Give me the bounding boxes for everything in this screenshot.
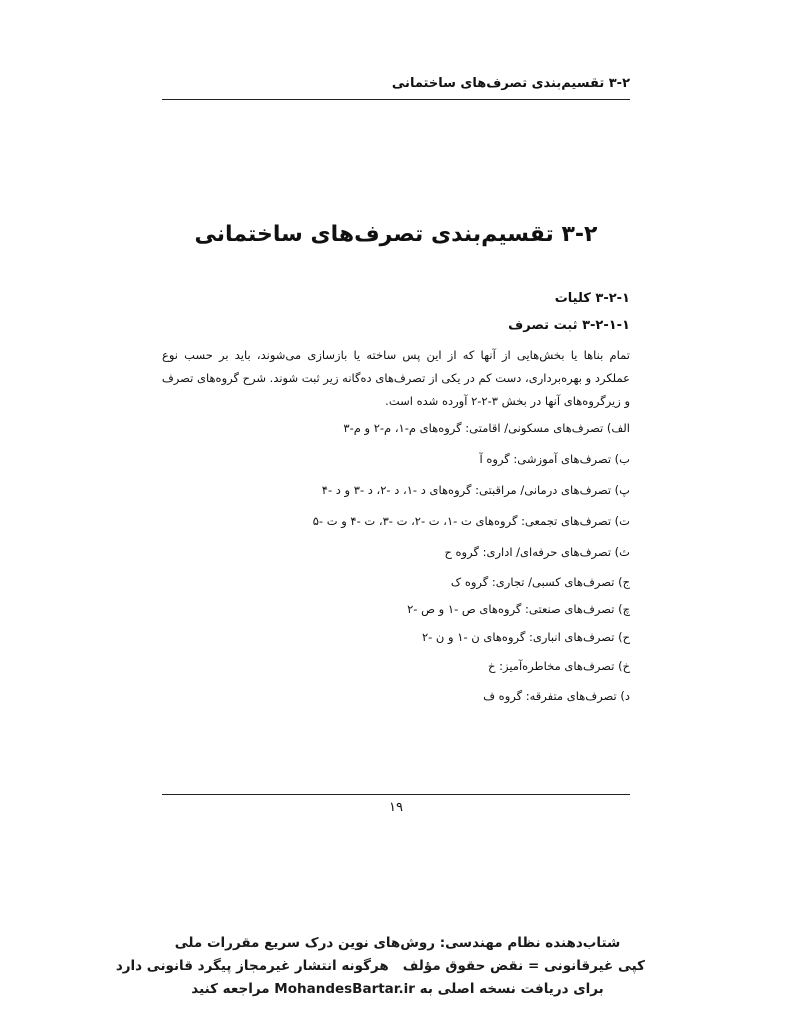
paragraph-line: عملکرد و بهره‌برداری، دست کم در یکی از تصرف‌های ده‌گانه زیر ثبت شوند. شرح گروه‌های تصرف xyxy=(161,371,630,385)
watermark-stamp xyxy=(115,932,645,1001)
page-number: ۱۹ xyxy=(389,800,403,815)
section-heading-occupancy-registration: ۳-۲-۱-۱ ثبت تصرف xyxy=(508,318,630,333)
header-divider xyxy=(162,99,630,100)
stamp-legal-text: هرگونه انتشار غیرمجاز پیگرد قانونی دارد xyxy=(115,958,389,974)
list-item: چ) تصرف‌های صنعتی: گروه‌های ص -۱ و ص -۲ xyxy=(407,602,630,616)
list-item: ج) تصرف‌های کسبی/ تجاری: گروه ک xyxy=(450,575,630,589)
stamp-line: شتاب‌دهنده نظام مهندسی: روش‌های نوین درک سریع مقررات ملی xyxy=(174,935,621,951)
list-item: د) تصرف‌های متفرقه: گروه ف xyxy=(483,689,630,703)
list-item: ت) تصرف‌های تجمعی: گروه‌های ت -۱، ت -۲، ت -۳، ت -۴ و ت -۵ xyxy=(312,514,630,528)
paragraph-line: و زیرگروه‌های آنها در بخش ۳-۲-۲ آورده شده است. xyxy=(385,394,630,408)
website-link[interactable]: MohandesBartar.ir xyxy=(274,981,415,997)
list-item: ب) تصرف‌های آموزشی: گروه آ xyxy=(479,452,630,466)
stamp-text: مراجعه کنید xyxy=(191,981,270,997)
section-heading-general: ۳-۲-۱ کلیات xyxy=(554,291,630,306)
list-item: الف) تصرف‌های مسکونی/ اقامتی: گروه‌های م-۱، م-۲ و م-۳ xyxy=(343,421,630,435)
chapter-title: ۳-۲ تقسیم‌بندی تصرف‌های ساختمانی xyxy=(194,222,598,247)
paragraph-line: تمام بناها یا بخش‌هایی از آنها که از این پس ساخته یا بازسازی می‌شوند، باید بر حسب نوع xyxy=(162,348,630,362)
stamp-line xyxy=(150,978,645,1001)
stamp-text: برای دریافت نسخه اصلی به xyxy=(419,981,604,997)
list-item: خ) تصرف‌های مخاطره‌آمیز: خ xyxy=(488,659,630,673)
body-paragraph xyxy=(162,344,630,413)
stamp-copyright-text: کپی غیرقانونی = نقض حقوق مؤلف xyxy=(402,958,645,974)
list-item: ث) تصرف‌های حرفه‌ای/ اداری: گروه ح xyxy=(444,545,630,559)
footer-divider xyxy=(162,794,630,795)
stamp-line xyxy=(115,955,645,978)
list-item: ح) تصرف‌های انباری: گروه‌های ن -۱ و ن -۲ xyxy=(421,630,630,644)
running-head: ۳-۲ تقسیم‌بندی تصرف‌های ساختمانی xyxy=(391,76,630,91)
list-item: پ) تصرف‌های درمانی/ مراقبتی: گروه‌های د -۱، د -۲، د -۳ و د -۴ xyxy=(321,483,630,497)
